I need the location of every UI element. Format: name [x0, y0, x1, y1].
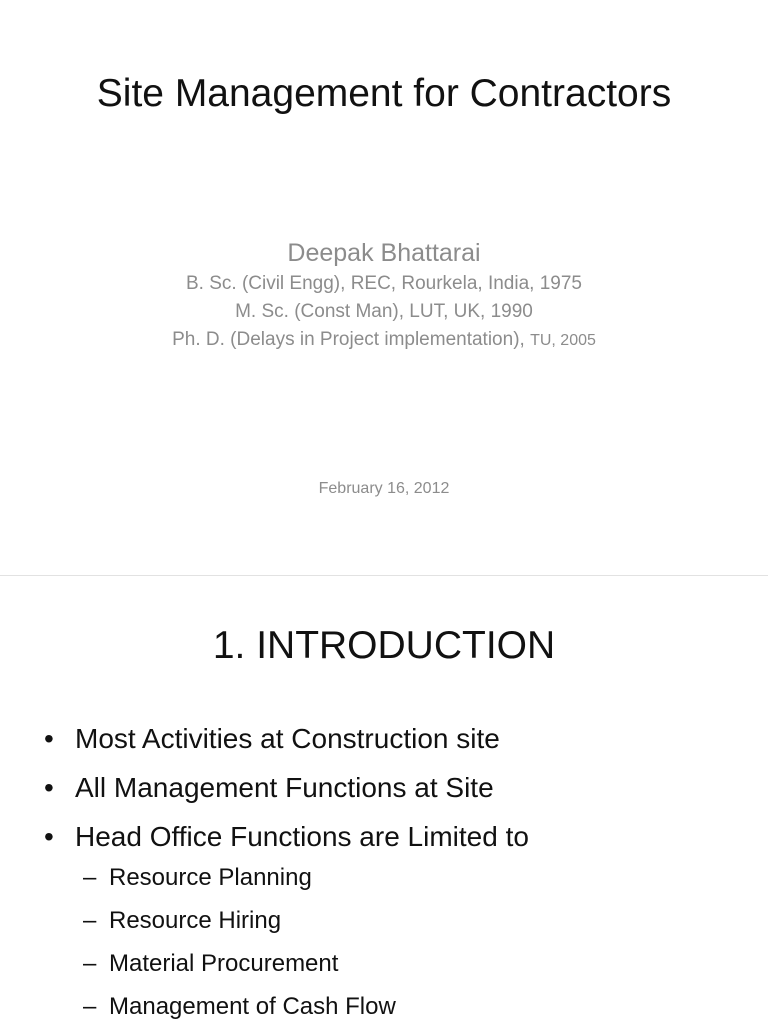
- introduction-slide: [0, 576, 768, 1024]
- credential-text: M. Sc. (Const Man), LUT, UK, 1990: [235, 301, 533, 322]
- credential-text: Ph. D. (Delays in Project implementation),: [172, 329, 531, 350]
- slide-heading: 1. INTRODUCTION: [212, 624, 556, 667]
- presentation-title: Site Management for Contractors: [96, 72, 672, 115]
- bullet-item: [44, 812, 529, 861]
- credential-phd: [0, 326, 768, 355]
- sub-bullet-list: [83, 856, 396, 1028]
- sub-bullet-text: Resource Planning: [109, 864, 312, 891]
- dash-icon: –: [83, 993, 97, 1020]
- sub-bullet-text: Management of Cash Flow: [109, 993, 396, 1020]
- bullet-icon: •: [44, 723, 54, 754]
- dash-icon: –: [83, 907, 97, 934]
- bullet-text: All Management Functions at Site: [75, 772, 494, 803]
- bullet-list: [44, 714, 529, 861]
- bullet-item: [44, 763, 529, 812]
- sub-bullet-item: [83, 899, 396, 942]
- bullet-item: [44, 714, 529, 763]
- bullet-icon: •: [44, 821, 54, 852]
- credential-msc: [0, 298, 768, 326]
- credential-text: B. Sc. (Civil Engg), REC, Rourkela, India, 1975: [185, 273, 582, 294]
- sub-bullet-text: Material Procurement: [109, 950, 339, 977]
- sub-bullet-item: [83, 856, 396, 899]
- author-block: [0, 236, 768, 355]
- credential-tail: TU, 2005: [530, 332, 596, 349]
- sub-bullet-item: [83, 985, 396, 1028]
- bullet-text: Most Activities at Construction site: [75, 723, 500, 754]
- bullet-text: Head Office Functions are Limited to: [75, 821, 529, 852]
- presentation-date: February 16, 2012: [318, 480, 450, 497]
- dash-icon: –: [83, 950, 97, 977]
- bullet-icon: •: [44, 772, 54, 803]
- sub-bullet-item: [83, 942, 396, 985]
- author-name: Deepak Bhattarai: [287, 239, 481, 267]
- dash-icon: –: [83, 864, 97, 891]
- sub-bullet-text: Resource Hiring: [109, 907, 282, 934]
- credential-bsc: [0, 270, 768, 298]
